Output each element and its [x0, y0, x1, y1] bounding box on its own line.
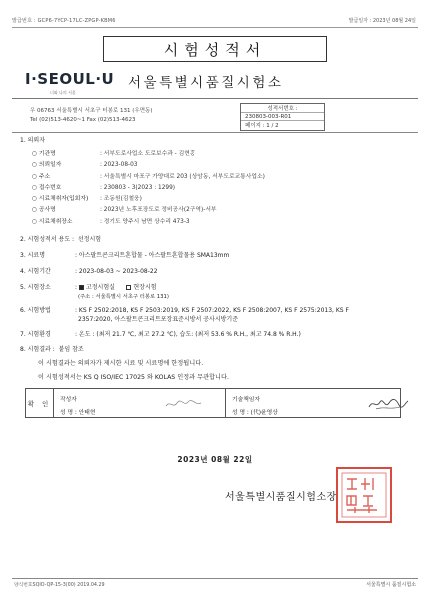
section-test-method: 6. 시험방법 : KS F 2502:2018, KS F 2503:2019, KS F 2507:2022, KS F 2508:2007, KS F 2575:2013, KS F — [20, 307, 349, 314]
confirmation-table — [25, 388, 401, 418]
report-number-label: 성적서번호 : — [241, 104, 324, 113]
section-result: 8. 시험결과 : 붙임 참조 — [20, 346, 84, 353]
row-project-name: ○ 공사명 : 2023년 노후포장도로 정비공사(2구역)-서부 — [32, 207, 217, 214]
approver-signature — [366, 395, 410, 413]
row-sampler: ○ 시료채취자(입회자) : 조동원(김철웅) — [32, 196, 142, 203]
note-sample-limit: 이 시험결과는 의뢰자가 제시한 시료 및 시료명에 한정됩니다. — [38, 360, 204, 367]
org-address: 우 06763 서울특별시 서초구 터봉로 131 (우면동) — [30, 108, 153, 114]
section-test-period: 4. 시험기간 : 2023-08-03 ~ 2023-08-22 — [20, 268, 158, 275]
footer-org: 서울특별시 품질시험소 — [366, 582, 416, 588]
report-number-box — [240, 103, 325, 131]
confirm-header: 확 인 — [26, 389, 54, 417]
header-divider — [12, 27, 418, 28]
footer-divider — [12, 578, 418, 579]
test-method-line2: 2357:2020, 아스팔트콘크리트포장표준시방서 공사시방기준 — [78, 316, 238, 323]
writer-cell — [54, 389, 226, 417]
approver-title: 기술책임자 — [232, 397, 260, 403]
row-request-date: ○ 의뢰일자 : 2023-08-03 — [32, 162, 138, 169]
section-test-place: 5. 시험장소 : 고정시험실 현장시험 — [20, 284, 157, 291]
report-number: 230803-003-R01 — [241, 113, 324, 122]
section-environment: 7. 시험환경 : 온도 : (최저 21.7 ℃, 최고 27.2 ℃), 습도: (최저 53.6 % R.H., 최고 74.8 % R.H.) — [20, 331, 301, 338]
approver-name: 성 명 : (代)윤영상 — [232, 410, 278, 416]
body-divider — [12, 132, 418, 133]
writer-signature — [164, 397, 204, 411]
writer-name: 성 명 : 안태현 — [60, 410, 96, 416]
page-indicator: 페이지 : 1 / 2 — [245, 122, 279, 129]
chief-title: 서울특별시품질시험소장 — [225, 492, 337, 503]
issue-number: 발급번호 : GCP6-7YCP-17LC-ZPGP-KBM6 — [12, 18, 116, 24]
approver-cell — [226, 389, 400, 417]
note-kolas: 이 시험성적서는 KS Q ISO/IEC 17025 와 KOLAS 인정과 무관합니다. — [38, 374, 229, 381]
official-seal-icon — [335, 466, 395, 524]
writer-title: 작성자 — [60, 397, 77, 403]
requester-rows — [32, 150, 265, 229]
row-receipt-number: ○ 접수번호 : 230803 - 3(2023 : 1299) — [32, 184, 176, 191]
seoul-logo: I·SEOUL·U — [25, 70, 115, 88]
field-test-checkbox — [126, 285, 131, 290]
section-requester-title: 1. 의뢰자 — [20, 137, 46, 144]
logo-divider — [12, 98, 418, 99]
fixed-lab-checkbox — [79, 285, 84, 290]
test-place-address: (주소 : 서울특별시 서초구 터봉로 131) — [78, 294, 169, 300]
org-phone-fax: Tel (02)513-4620~1 Fax (02)513-4623 — [30, 117, 136, 123]
row-address: ○ 주소 : 서울특별시 마포구 가양대로 203 (상암동, 서부도로교통사업소) — [32, 173, 265, 180]
section-purpose: 2. 시험성적서 용도 : 선정시험 — [20, 236, 102, 243]
document-title: 시험성적서 — [103, 36, 327, 62]
logo-slogan: 너와 나의 서울 — [50, 90, 76, 95]
organization-name: 서울특별시품질시험소 — [128, 75, 284, 91]
form-number: 양식번호SQIO-QP-15-3(00) 2019.04.29 — [14, 583, 105, 588]
issue-date: 발급일자 : 2023년 08월 24일 — [348, 18, 416, 24]
section-sample-name: 3. 시료명 : 아스팔트콘크리트혼합물 - 아스팔트혼합물용 SMA13mm — [20, 252, 230, 259]
row-sampling-location: ○ 시료채취장소 : 경기도 양주시 남면 상수리 473-3 — [32, 218, 190, 225]
row-agency: ○ 기관명 : 서부도로사업소 도로보수과 - 김현홍 — [32, 151, 196, 157]
report-issue-date: 2023년 08월 22일 — [177, 455, 253, 464]
